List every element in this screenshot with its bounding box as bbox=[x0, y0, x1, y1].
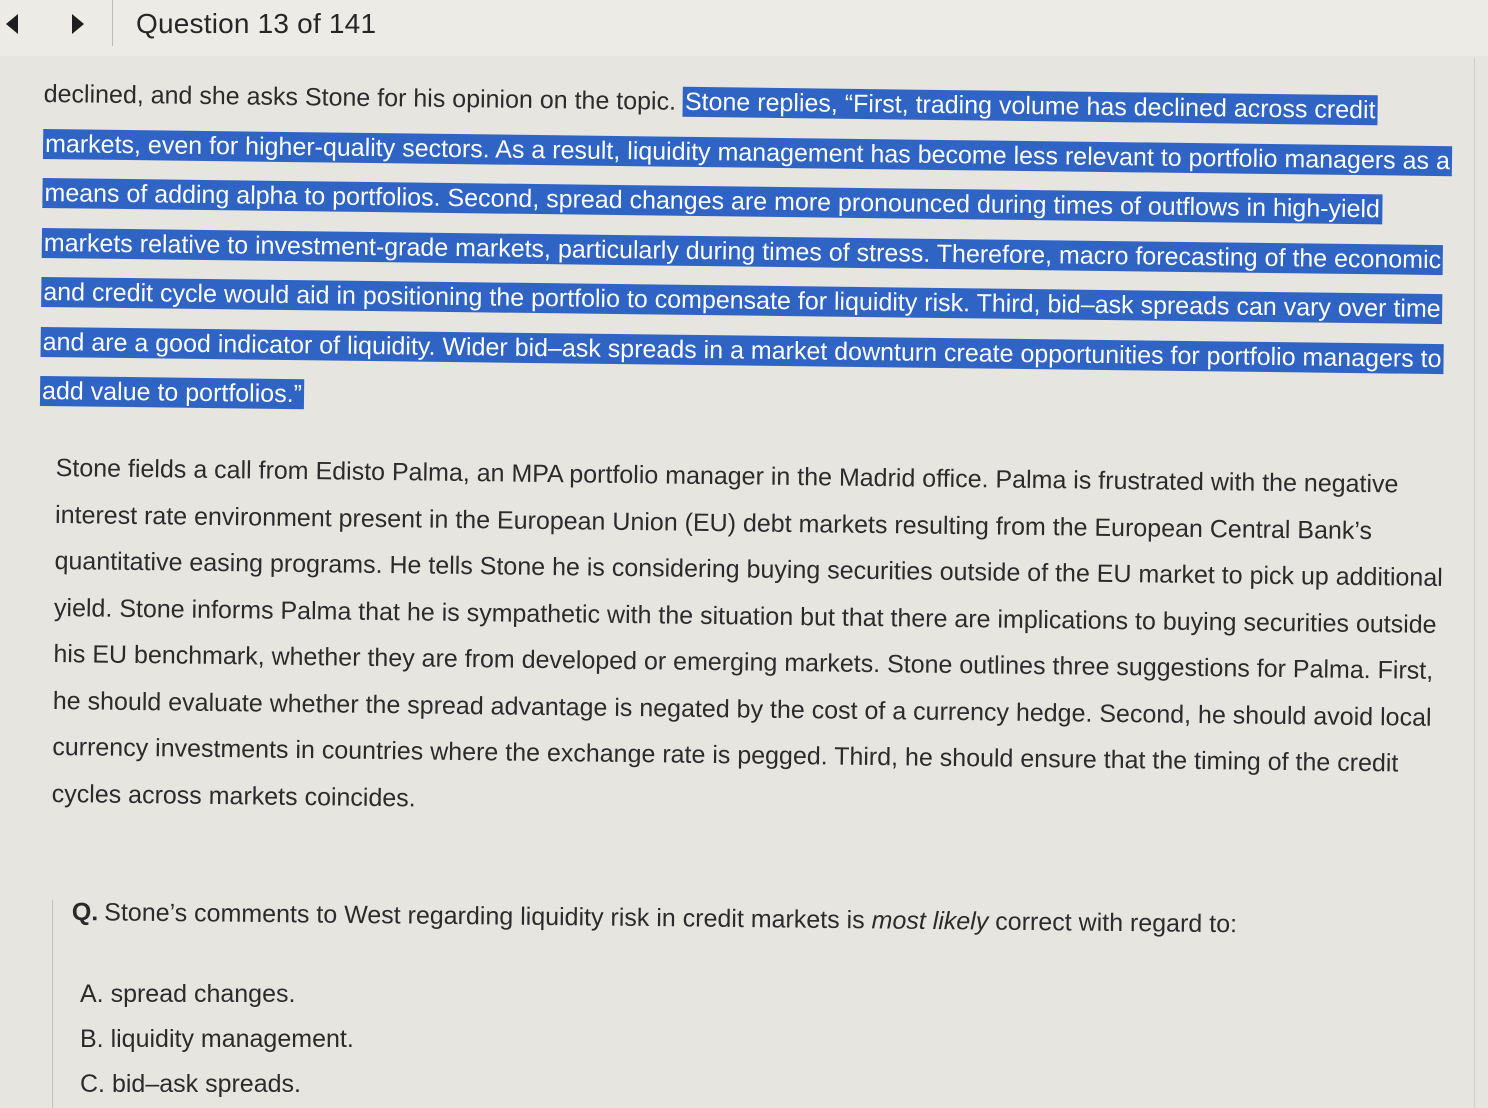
question-counter: Question 13 of 141 bbox=[136, 8, 377, 39]
triangle-left-icon bbox=[0, 8, 28, 36]
passage-paragraph-1 bbox=[40, 70, 1474, 434]
choice-letter: B. bbox=[80, 1025, 104, 1053]
question-emphasis: most likely bbox=[871, 906, 989, 936]
top-toolbar bbox=[0, 0, 1488, 57]
passage-plain-text: declined, and she asks Stone for his opinion on the topic. bbox=[43, 79, 684, 116]
previous-question-button[interactable] bbox=[0, 8, 28, 36]
content-right-border bbox=[1474, 58, 1475, 1108]
toolbar-divider bbox=[112, 0, 113, 46]
answer-choice-a[interactable] bbox=[80, 972, 354, 1017]
choice-text: bid–ask spreads. bbox=[111, 1070, 301, 1098]
passage-paragraph-2: Stone fields a call from Edisto Palma, an MPA portfolio manager in the Madrid office. Palma is frustrated with the negative interest rate environment present in the European Union (EU) debt markets resulting from the European Central Bank’s quantitative easing programs. He tells Stone he is considering buying securities outside of the EU market to pick up additional yield. Stone informs Palma that he is sympathetic with the situation but that there are implications to buying securities outside his EU benchmark, whether they are from developed or emerging markets. Stone outlines three suggestions for Palma. First, he should evaluate whether the spread advantage is negated by the cost of a currency hedge. Second, he should avoid local currency investments in countries where the exchange rate is pegged. Third, he should ensure that the timing of the credit cycles across markets coincides. bbox=[51, 453, 1443, 812]
answer-choice-c[interactable] bbox=[80, 1062, 354, 1107]
answer-choice-b[interactable] bbox=[80, 1017, 354, 1062]
choice-text: spread changes. bbox=[110, 980, 296, 1008]
question-text-end: correct with regard to: bbox=[988, 907, 1238, 939]
answer-choices bbox=[80, 972, 354, 1107]
question-prefix: Q. bbox=[71, 898, 99, 927]
content-left-border bbox=[52, 900, 53, 1108]
triangle-right-icon bbox=[64, 8, 92, 36]
question-text-start: Stone’s comments to West regarding liquidity risk in credit markets is bbox=[104, 898, 872, 935]
highlighted-passage-text[interactable]: Stone replies, “First, trading volume has declined across credit markets, even for higher-quality sectors. As a result, liquidity management has become less relevant to portfolio managers as a means of adding alpha to portfolios. Second, spread changes are more pronounced during times of outflows in high-yield markets relative to investment-grade markets, particularly during times of stress. Therefore, macro forecasting of the economic and credit cycle would aid in positioning the portfolio to compensate for liquidity risk. Third, bid–ask spreads can vary over time and are a good indicator of liquidity. Wider bid–ask spreads in a market downturn create opportunities for portfolio managers to add value to portfolios.” bbox=[40, 87, 1452, 409]
choice-text: liquidity management. bbox=[110, 1025, 354, 1053]
choice-letter: A. bbox=[80, 980, 104, 1008]
next-question-button[interactable] bbox=[64, 8, 92, 36]
choice-letter: C. bbox=[80, 1070, 105, 1098]
